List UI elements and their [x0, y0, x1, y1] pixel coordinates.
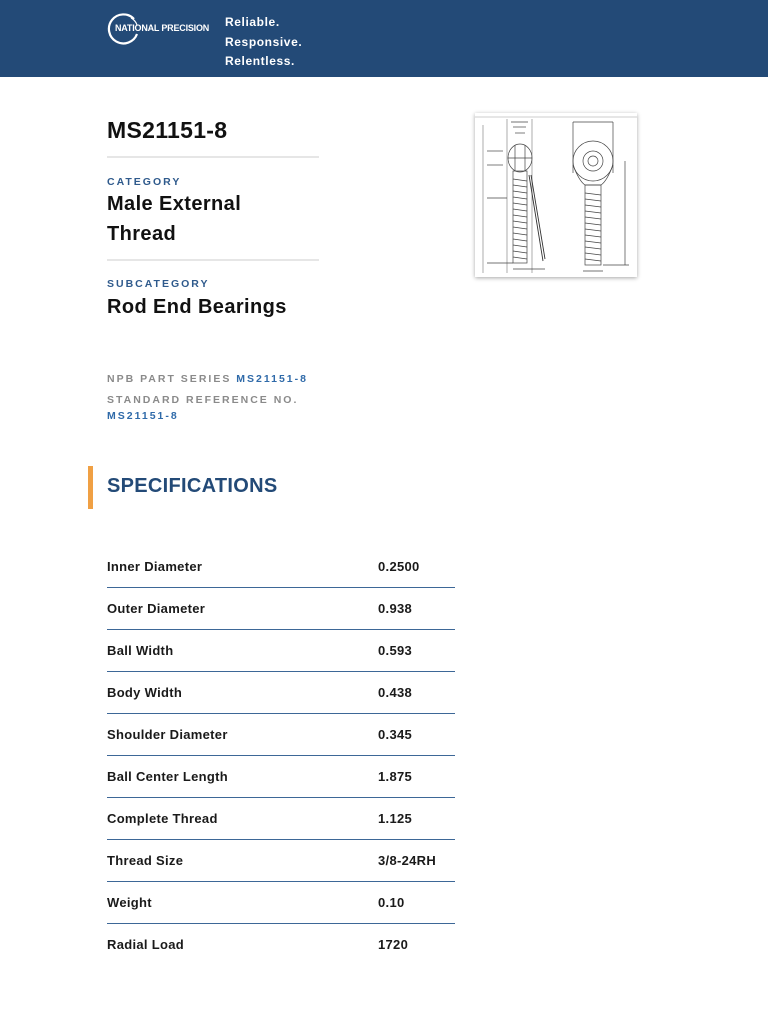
- spec-name: Body Width: [107, 685, 183, 700]
- spec-name: Thread Size: [107, 853, 184, 868]
- rod-end-bearing-drawing: [475, 113, 637, 277]
- spec-value: 3/8-24RH: [378, 853, 437, 868]
- spec-value: 0.345: [378, 727, 413, 742]
- table-row: [107, 756, 455, 798]
- tagline-line: Reliable.: [225, 15, 280, 29]
- spec-name: Radial Load: [107, 937, 184, 952]
- reference-label: STANDARD REFERENCE NO.: [107, 394, 299, 406]
- spec-value: 0.938: [378, 601, 413, 616]
- rod-end-bearing-technical-drawing-icon: [475, 113, 637, 277]
- table-row: [107, 924, 455, 965]
- table-row: [107, 882, 455, 924]
- section-accent-bar: [88, 466, 93, 509]
- table-row: [107, 798, 455, 840]
- spec-name: Weight: [107, 895, 152, 910]
- spec-value: 0.438: [378, 685, 413, 700]
- tagline-line: Relentless.: [225, 54, 295, 68]
- brand-name: NATIONAL PRECISION: [115, 23, 210, 33]
- series-value[interactable]: MS21151-8: [236, 373, 308, 385]
- spec-value: 0.593: [378, 643, 413, 658]
- table-row: [107, 546, 455, 588]
- tagline-line: Responsive.: [225, 34, 303, 49]
- spec-name: Inner Diameter: [107, 559, 203, 574]
- table-row: [107, 588, 455, 630]
- spec-value: 1720: [378, 937, 409, 952]
- table-row: [107, 672, 455, 714]
- category-label: CATEGORY: [107, 176, 182, 188]
- spec-value: 0.10: [378, 895, 405, 910]
- series-line: [107, 373, 308, 385]
- spec-value: 1.125: [378, 811, 413, 826]
- divider: [107, 259, 319, 261]
- table-row: [107, 840, 455, 882]
- spec-name: Ball Center Length: [107, 769, 228, 784]
- reference-value[interactable]: MS21151-8: [107, 410, 179, 422]
- part-title: MS21151-8: [107, 117, 228, 143]
- specifications-title: SPECIFICATIONS: [107, 475, 278, 497]
- divider: [107, 156, 319, 158]
- spec-name: Outer Diameter: [107, 601, 206, 616]
- table-row: [107, 630, 455, 672]
- category-value-line: Thread: [107, 223, 177, 245]
- series-label: NPB PART SERIES: [107, 373, 232, 385]
- page-header: [0, 0, 768, 77]
- spec-name: Complete Thread: [107, 811, 218, 826]
- spec-name: Ball Width: [107, 643, 174, 658]
- specifications-table: [107, 546, 455, 965]
- subcategory-value: Rod End Bearings: [107, 296, 287, 318]
- category-value-line: Male External: [107, 193, 242, 215]
- tagline: [225, 13, 302, 72]
- spec-name: Shoulder Diameter: [107, 727, 228, 742]
- subcategory-label: SUBCATEGORY: [107, 278, 210, 290]
- table-row: [107, 714, 455, 756]
- spec-value: 1.875: [378, 769, 413, 784]
- spec-value: 0.2500: [378, 559, 420, 574]
